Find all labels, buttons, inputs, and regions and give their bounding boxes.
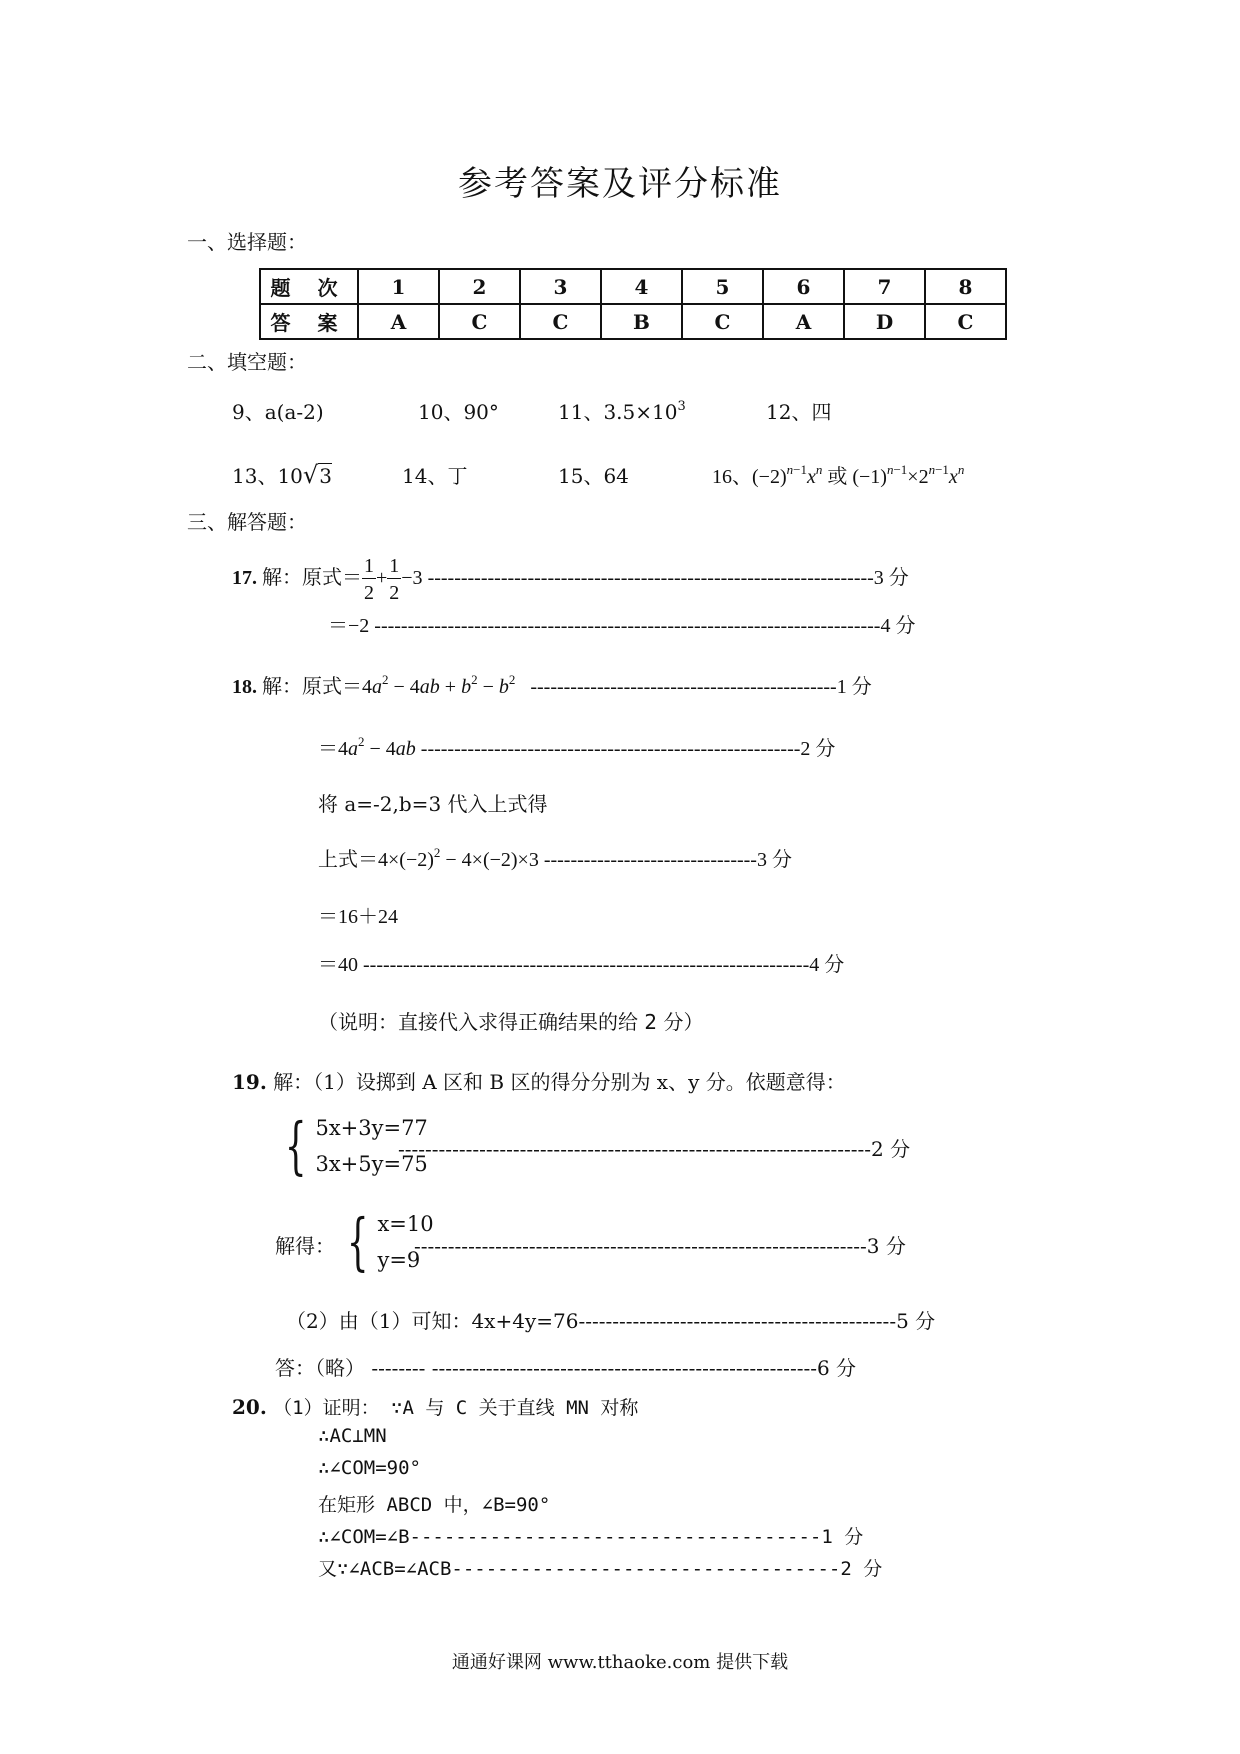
q18-score-3: --------------------------------3 分 xyxy=(543,849,792,871)
q19-solve-lead: 解得： xyxy=(275,1234,335,1258)
table-cell: 3 xyxy=(520,269,601,304)
table-cell: 2 xyxy=(439,269,520,304)
answer-16: 16、$(-2)^{n-1}x^n$ 或 $(-1)^{n-1}\times 2^{n-1}x^n$ xyxy=(712,462,965,488)
table-row-answers xyxy=(260,304,1006,339)
q19-sol2: y=9 xyxy=(377,1248,421,1272)
table-row-label: 题 次 xyxy=(260,269,358,304)
answer-13-radicand: 3 xyxy=(319,464,332,488)
q19-part2-text: （2）由（1）可知：4x+4y=76 xyxy=(286,1309,579,1333)
table-row-numbers xyxy=(260,269,1006,304)
table-row-label: 答 案 xyxy=(260,304,358,339)
q18-line4: 上式$=4\times(-2)^2 - 4\times(-2)\times 3$ --------------------------------3 分 xyxy=(318,845,792,871)
table-cell: 5 xyxy=(682,269,763,304)
q17-line2 xyxy=(328,609,915,638)
table-cell: C xyxy=(682,304,763,339)
table-cell: C xyxy=(439,304,520,339)
q19-part2 xyxy=(286,1305,935,1334)
q17-score-1: -------------------------------------------------------------------3 分 xyxy=(427,567,909,590)
q17-score-2: ----------------------------------------------------------------------------4 分 xyxy=(374,615,916,637)
q20-proof-2: ∴AC⊥MN xyxy=(318,1425,387,1447)
q19-score-3: -----------------------------------------------5 分 xyxy=(578,1309,936,1333)
q19-sol1: x=10 xyxy=(377,1212,434,1236)
q20-score-2: ----------------------------------2 分 xyxy=(451,1558,883,1580)
table-cell: C xyxy=(520,304,601,339)
table-cell: 1 xyxy=(358,269,439,304)
q19-eq2: 3x+5y=75 xyxy=(315,1152,428,1176)
q18-line4-lead: 上式＝ xyxy=(318,849,378,871)
q19-setup: 解：（1）设掷到 A 区和 B 区的得分分别为 x、y 分。依题意得： xyxy=(273,1070,846,1094)
table-cell: 4 xyxy=(601,269,682,304)
q20-proof-6 xyxy=(318,1554,882,1581)
q20-line1 xyxy=(232,1393,638,1420)
page-title: 参考答案及评分标准 xyxy=(458,164,782,204)
q19-system-2: { x=10 y=9 xyxy=(346,1205,434,1278)
answer-16-or: 或 xyxy=(827,466,848,488)
q20-proof-3: ∴∠COM=90° xyxy=(318,1457,421,1479)
q18-score-2: ---------------------------------------------------------2 分 xyxy=(420,738,836,760)
fraction: $\frac{1}{2}$ xyxy=(389,555,400,604)
q18-line6 xyxy=(318,948,844,977)
answer-9: 9、a(a-2) xyxy=(232,400,324,424)
answer-11-exponent: 3 xyxy=(677,399,686,414)
table-cell: A xyxy=(358,304,439,339)
section-solve-heading: 三、解答题： xyxy=(187,510,307,534)
q18-result: ＝40 xyxy=(318,954,358,976)
q19-score-1: ----------------------------------------------------------------------2 分 xyxy=(398,1137,911,1161)
answer-11-base: 11、3.5×10 xyxy=(558,400,678,424)
q20-number: 20. xyxy=(232,1395,267,1419)
q19-eq1: 5x+3y=77 xyxy=(315,1116,428,1140)
q20-proof-5 xyxy=(318,1522,863,1549)
q20-proof-5-text: ∴∠COM=∠B xyxy=(318,1526,410,1548)
q20-proof-6-text: 又∵∠ACB=∠ACB xyxy=(318,1558,452,1580)
q19-answer-text: 答：（略） xyxy=(275,1356,365,1380)
q18-note: （说明：直接代入求得正确结果的给 2 分） xyxy=(318,1010,704,1034)
answer-13-prefix: 13、10 xyxy=(232,464,303,488)
q18-substitute: 将 a=-2,b=3 代入上式得 xyxy=(318,792,548,816)
q19-line1 xyxy=(232,1066,846,1095)
q19-score-4: -------- ---------------------------------------------------------6 分 xyxy=(371,1356,857,1380)
section-fill-heading: 二、填空题： xyxy=(187,350,307,374)
section-choice-heading: 一、选择题： xyxy=(187,230,307,254)
q20-proof-4: 在矩形 ABCD 中，∠B=90° xyxy=(318,1494,551,1516)
q17-number: 17. xyxy=(232,567,257,590)
q19-system-1: { 5x+3y=77 3x+5y=75 xyxy=(284,1109,428,1182)
table-cell: B xyxy=(601,304,682,339)
q17-step: ＝−2 xyxy=(328,615,370,637)
q19-score-2: -------------------------------------------------------------------3 分 xyxy=(414,1234,906,1258)
page-footer: 通通好课网 www.tthaoke.com 提供下载 xyxy=(451,1652,789,1673)
answer-11 xyxy=(558,396,686,425)
table-cell: A xyxy=(763,304,844,339)
table-cell: C xyxy=(925,304,1006,339)
q17-lead: 解：原式＝ xyxy=(262,567,362,590)
q18-number: 18. xyxy=(232,676,257,698)
q19-number: 19. xyxy=(232,1070,267,1094)
q18-score-4: -------------------------------------------------------------------4 分 xyxy=(363,954,845,976)
q18-line2: $=4a^2 - 4ab$ ---------------------------------------------------------2 分 xyxy=(318,734,836,760)
answer-10: 10、90° xyxy=(418,400,499,424)
q18-lead: 解：原式＝ xyxy=(262,676,362,698)
q18-line5: ＝16＋24 xyxy=(318,906,398,928)
answer-table xyxy=(259,268,1007,340)
answer-12: 12、四 xyxy=(766,400,832,424)
fraction: $\frac{1}{2}$ xyxy=(364,555,374,604)
answer-13: 13、10√3 xyxy=(232,461,332,489)
q20-proof-1: （1）证明： ∵A 与 C 关于直线 MN 对称 xyxy=(273,1397,639,1419)
q17-line1: 17. 解：原式＝ $\frac{1}{2}$ + $\frac{1}{2}$ −3 -------------------------------------------------------------------3 分 xyxy=(232,555,909,604)
table-cell: 8 xyxy=(925,269,1006,304)
answer-16-prefix: 16、 xyxy=(712,466,752,488)
q18-line1: 18. 解：原式$=4a^2 - 4ab + b^2 - b^2$ ----------------------------------------------1 分 xyxy=(232,672,872,698)
q20-score-1: ------------------------------------1 分 xyxy=(409,1526,864,1548)
table-cell: 7 xyxy=(844,269,925,304)
table-cell: 6 xyxy=(763,269,844,304)
table-cell: D xyxy=(844,304,925,339)
answer-15: 15、64 xyxy=(558,464,629,488)
q18-score-1: ----------------------------------------------1 分 xyxy=(530,676,872,698)
q19-answer xyxy=(275,1352,856,1381)
answer-14: 14、丁 xyxy=(402,464,468,488)
